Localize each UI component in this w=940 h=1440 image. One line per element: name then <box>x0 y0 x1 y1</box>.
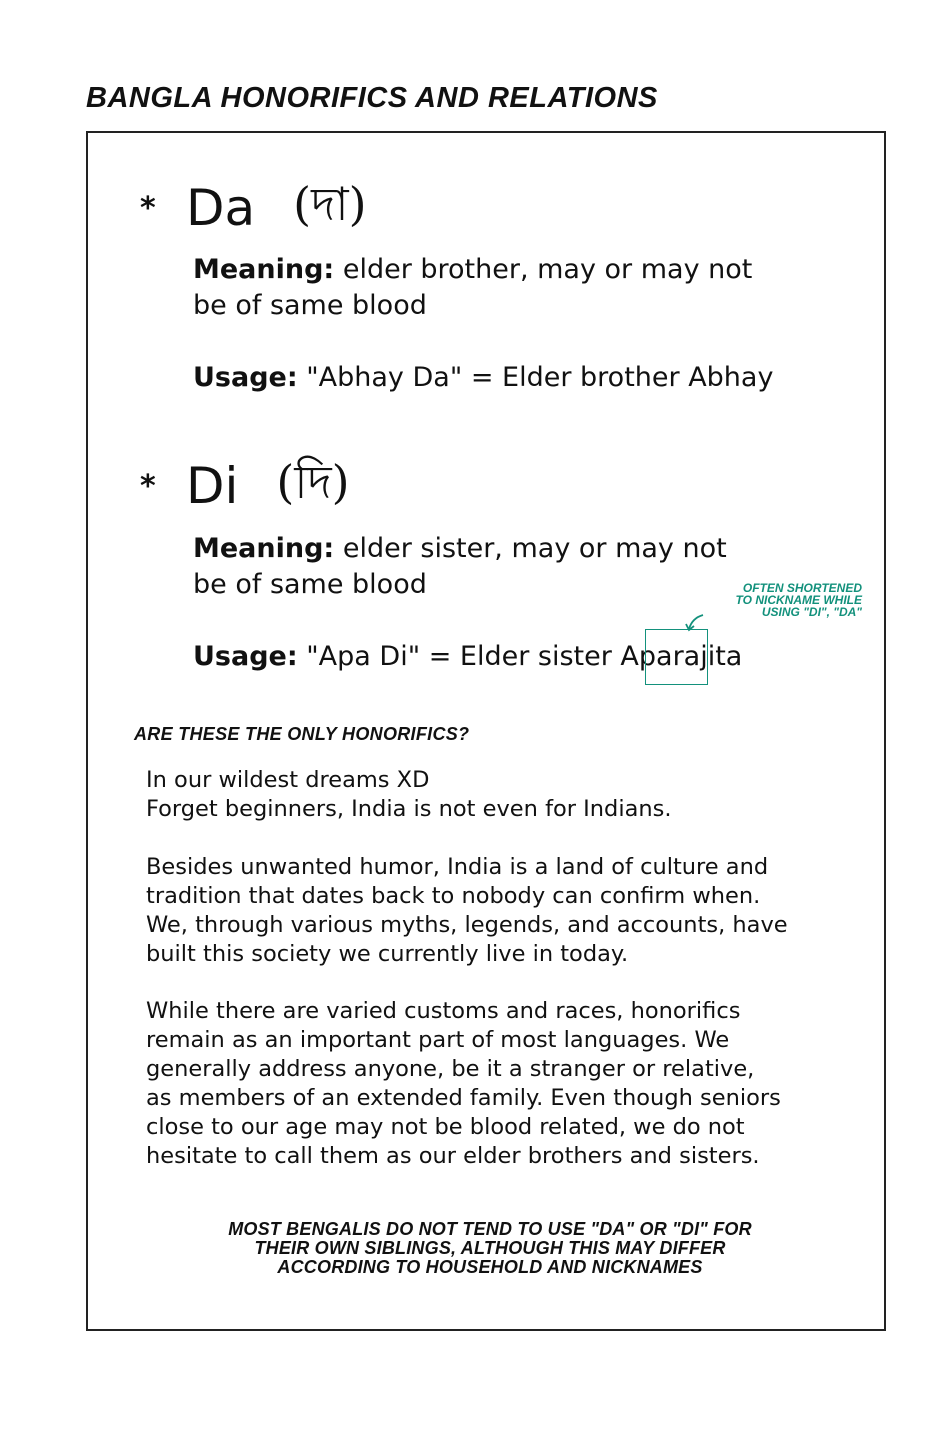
paragraph-2 <box>146 853 788 969</box>
bengali-script-di: (দি) <box>276 455 350 509</box>
nickname-highlight-box <box>645 629 708 685</box>
footnote-line: ACCORDING TO HOUSEHOLD AND NICKNAMES <box>277 1257 703 1277</box>
paragraph-line: built this society we currently live in today. <box>146 941 629 967</box>
term-di: Di <box>186 457 239 515</box>
paragraph-line: close to our age may not be blood related, we do not <box>146 1114 745 1140</box>
annotation-line: TO NICKNAME WHILE <box>735 593 862 607</box>
entry-di-meaning-cont: be of same blood <box>193 569 427 600</box>
paragraph-line: hesitate to call them as our elder brothers and sisters. <box>146 1143 760 1169</box>
usage-text: "Abhay Da" = Elder brother Abhay <box>306 362 774 393</box>
paragraph-line: generally address anyone, be it a stranger or relative, <box>146 1056 755 1082</box>
bengali-script-da: (দা) <box>293 177 367 231</box>
meaning-label: Meaning: <box>193 254 335 285</box>
footnote-line: THEIR OWN SIBLINGS, ALTHOUGH THIS MAY DIFFER <box>254 1238 726 1258</box>
footnote-line: MOST BENGALIS DO NOT TEND TO USE "DA" OR "DI" FOR <box>228 1219 752 1239</box>
annotation-line: OFTEN SHORTENED <box>742 581 862 595</box>
bullet-icon: * <box>140 468 156 504</box>
usage-text: "Apa Di" = Elder sister Aparajita <box>306 641 743 672</box>
entry-da-meaning-cont: be of same blood <box>193 290 427 321</box>
section-heading: ARE THESE THE ONLY HONORIFICS? <box>134 724 470 744</box>
entry-da-usage <box>193 360 773 396</box>
entry-di-heading <box>140 448 350 524</box>
term-da: Da <box>186 179 256 237</box>
paragraph-line: In our wildest dreams XD <box>146 767 430 793</box>
paragraph-1 <box>146 766 672 824</box>
bullet-icon: * <box>140 190 156 226</box>
paragraph-3 <box>146 997 781 1171</box>
paragraph-line: Forget beginners, India is not even for Indians. <box>146 796 672 822</box>
annotation-line: USING "DI", "DA" <box>761 605 862 619</box>
entry-di-meaning <box>193 531 727 567</box>
paragraph-line: tradition that dates back to nobody can confirm when. <box>146 883 761 909</box>
meaning-label: Meaning: <box>193 533 335 564</box>
usage-label: Usage: <box>193 362 298 393</box>
footnote <box>130 1220 850 1277</box>
paragraph-line: Besides unwanted humor, India is a land of culture and <box>146 854 769 880</box>
paragraph-line: We, through various myths, legends, and accounts, have <box>146 912 788 938</box>
paragraph-line: remain as an important part of most languages. We <box>146 1027 730 1053</box>
paragraph-line: While there are varied customs and races, honorifics <box>146 998 741 1024</box>
page-title: BANGLA HONORIFICS AND RELATIONS <box>86 82 658 114</box>
entry-da-heading <box>140 170 367 246</box>
usage-label: Usage: <box>193 641 298 672</box>
entry-da-meaning <box>193 252 752 288</box>
paragraph-line: as members of an extended family. Even though seniors <box>146 1085 781 1111</box>
meaning-text: elder sister, may or may not <box>342 533 727 564</box>
meaning-text: elder brother, may or may not <box>342 254 753 285</box>
